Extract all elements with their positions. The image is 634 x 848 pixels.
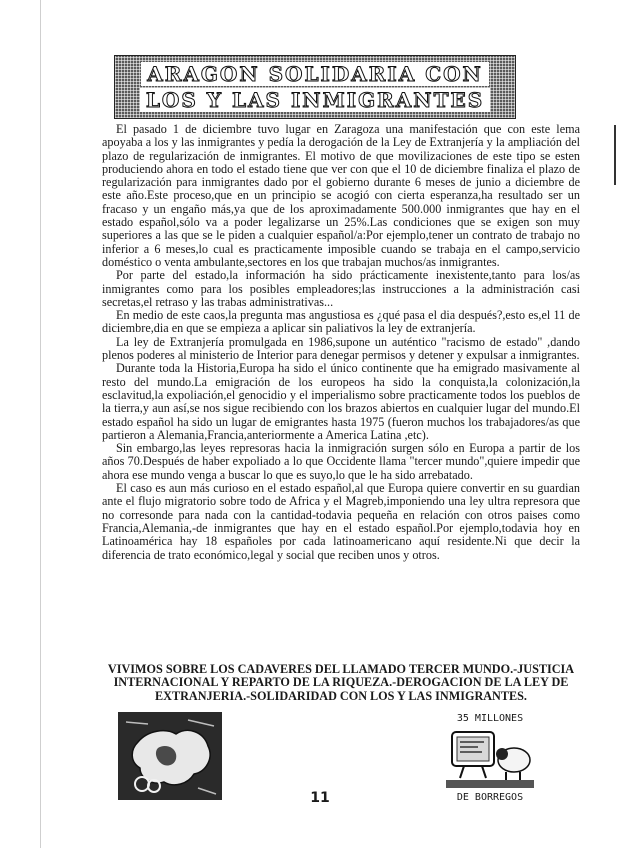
paragraph: En medio de este caos,la pregunta mas angustiosa es ¿qué pasa el dia después?,esto es,el 11 de diciembre,dia en que se empieza a aplicar sin paliativos la ley de extranjería. — [102, 308, 580, 336]
paragraph: El caso es aun más curioso en el estado español,al que Europa quiere convertir en su guardian ante el flujo migratorio sobre todo de Africa y el Magreb,imponiendo una ley ultra represora que no corresonde para nada con la cantidad-todavia pequeña en relación con otros paises como Francia,Alemania,-de inmigrantes que hay en el estado español.Por ejemplo,todavia hoy en Latinoamérica hay 18 españoles por cada latinoamericano aquí residente.Ni que decir la diferencia de trato económico,legal y social que reciben unos y otros. — [102, 481, 580, 562]
title-line-2 — [115, 88, 515, 112]
cartoon-caption-top: 35 MILLONES — [456, 713, 524, 724]
title-line-1 — [115, 62, 515, 86]
paragraph: Sin embargo,las leyes represoras hacia la inmigración surgen sólo en Europa a partir de los años 70.Después de haber expoliado a lo que Occidente llama "tercer mundo",quiere impedir que ahora ese mundo venga a buscar lo que es suyo,lo que le ha sido arrebatado. — [102, 441, 580, 482]
tv-sheep-drawing — [444, 726, 536, 790]
title-banner — [114, 55, 516, 119]
closing-slogan: VIVIMOS SOBRE LOS CADAVERES DEL LLAMADO TERCER MUNDO.-JUSTICIA INTERNACIONAL Y REPARTO DE LA RIQUEZA.-DEROGACION DE LA LEY DE EXTRANJERIA.-SOLIDARIDAD CON LOS Y LAS INMIGRANTES. — [107, 662, 575, 703]
map-illustration — [118, 712, 222, 800]
margin-mark — [614, 125, 616, 185]
title-text-1: ARAGON SOLIDARIA CON — [141, 62, 489, 86]
cartoon-drawing — [444, 726, 536, 790]
page-edge — [40, 0, 41, 848]
title-text-2: LOS Y LAS INMIGRANTES — [140, 88, 490, 112]
page-number: 11 — [310, 790, 330, 806]
paragraph: Durante toda la Historia,Europa ha sido el único continente que ha emigrado masivamente al resto del mundo.La emigración de los europeos ha sido la conquista,la colonización,la esclavitud,la expoliación,el genocidio y el imperialismo sobre practicamente todos los pueblos de la tierra,y aun así,se nos sigue recibiendo con los brazos abiertos en cualquier lugar del mundo.El estado español ha sido un lugar de emigrantes hasta 1975 (fueron muchos los trabajadores/as que partieron a Alemania,Francia,anteriormente a America Latina ,etc). — [102, 361, 580, 442]
paragraph: Por parte del estado,la información ha sido prácticamente inexistente,tanto para los/as inmigrantes como para los posibles empleadores;las instrucciones a la administración casi secretas,el retraso y las trabas administrativas... — [102, 268, 580, 309]
paragraph: La ley de Extranjería promulgada en 1986,supone un auténtico "racismo de estado" ,dando plenos poderes al ministerio de Interior para denegar permisos y detener y expulsar a inmigrantes. — [102, 334, 580, 363]
cartoon-caption-bottom: DE BORREGOS — [456, 792, 524, 803]
paragraph: El pasado 1 de diciembre tuvo lugar en Zaragoza una manifestación que con este lema apoyaba a los y las inmigrantes y pedía la derogación de la Ley de Extranjería y la ampliación del plazo de regularización de inmigrantes. El motivo de que movilizaciones de este tipo se esten produciendo ahora en todo el estado tiene que ver con que el 10 de diciembre finaliza el plazo de regularización para inmigrantes dado por el gobierno durante 6 meses de junio a diciembre de este año.Este proceso,que en un principio se acogió con cierta esperanza,ha resultado ser un fracaso y un engaño más,ya que de los aproximadamente 500.000 inmigrantes que hay en el estado español,sólo va a poder legalizarse un 25%.Las condiciones que se exigen son muy superiores a las que se le piden a cualquier español/a:Por ejemplo,tener un contrato de trabajo no inferior a 6 meses,lo cual es practicamente imposible cuando se trabaja en el campo,servicio doméstico o venta ambulante,sectores en los que trabajan muchos/as inmigrantes. — [102, 122, 580, 269]
cartoon — [440, 713, 540, 808]
map-drawing — [118, 712, 222, 800]
article-body — [102, 123, 580, 562]
